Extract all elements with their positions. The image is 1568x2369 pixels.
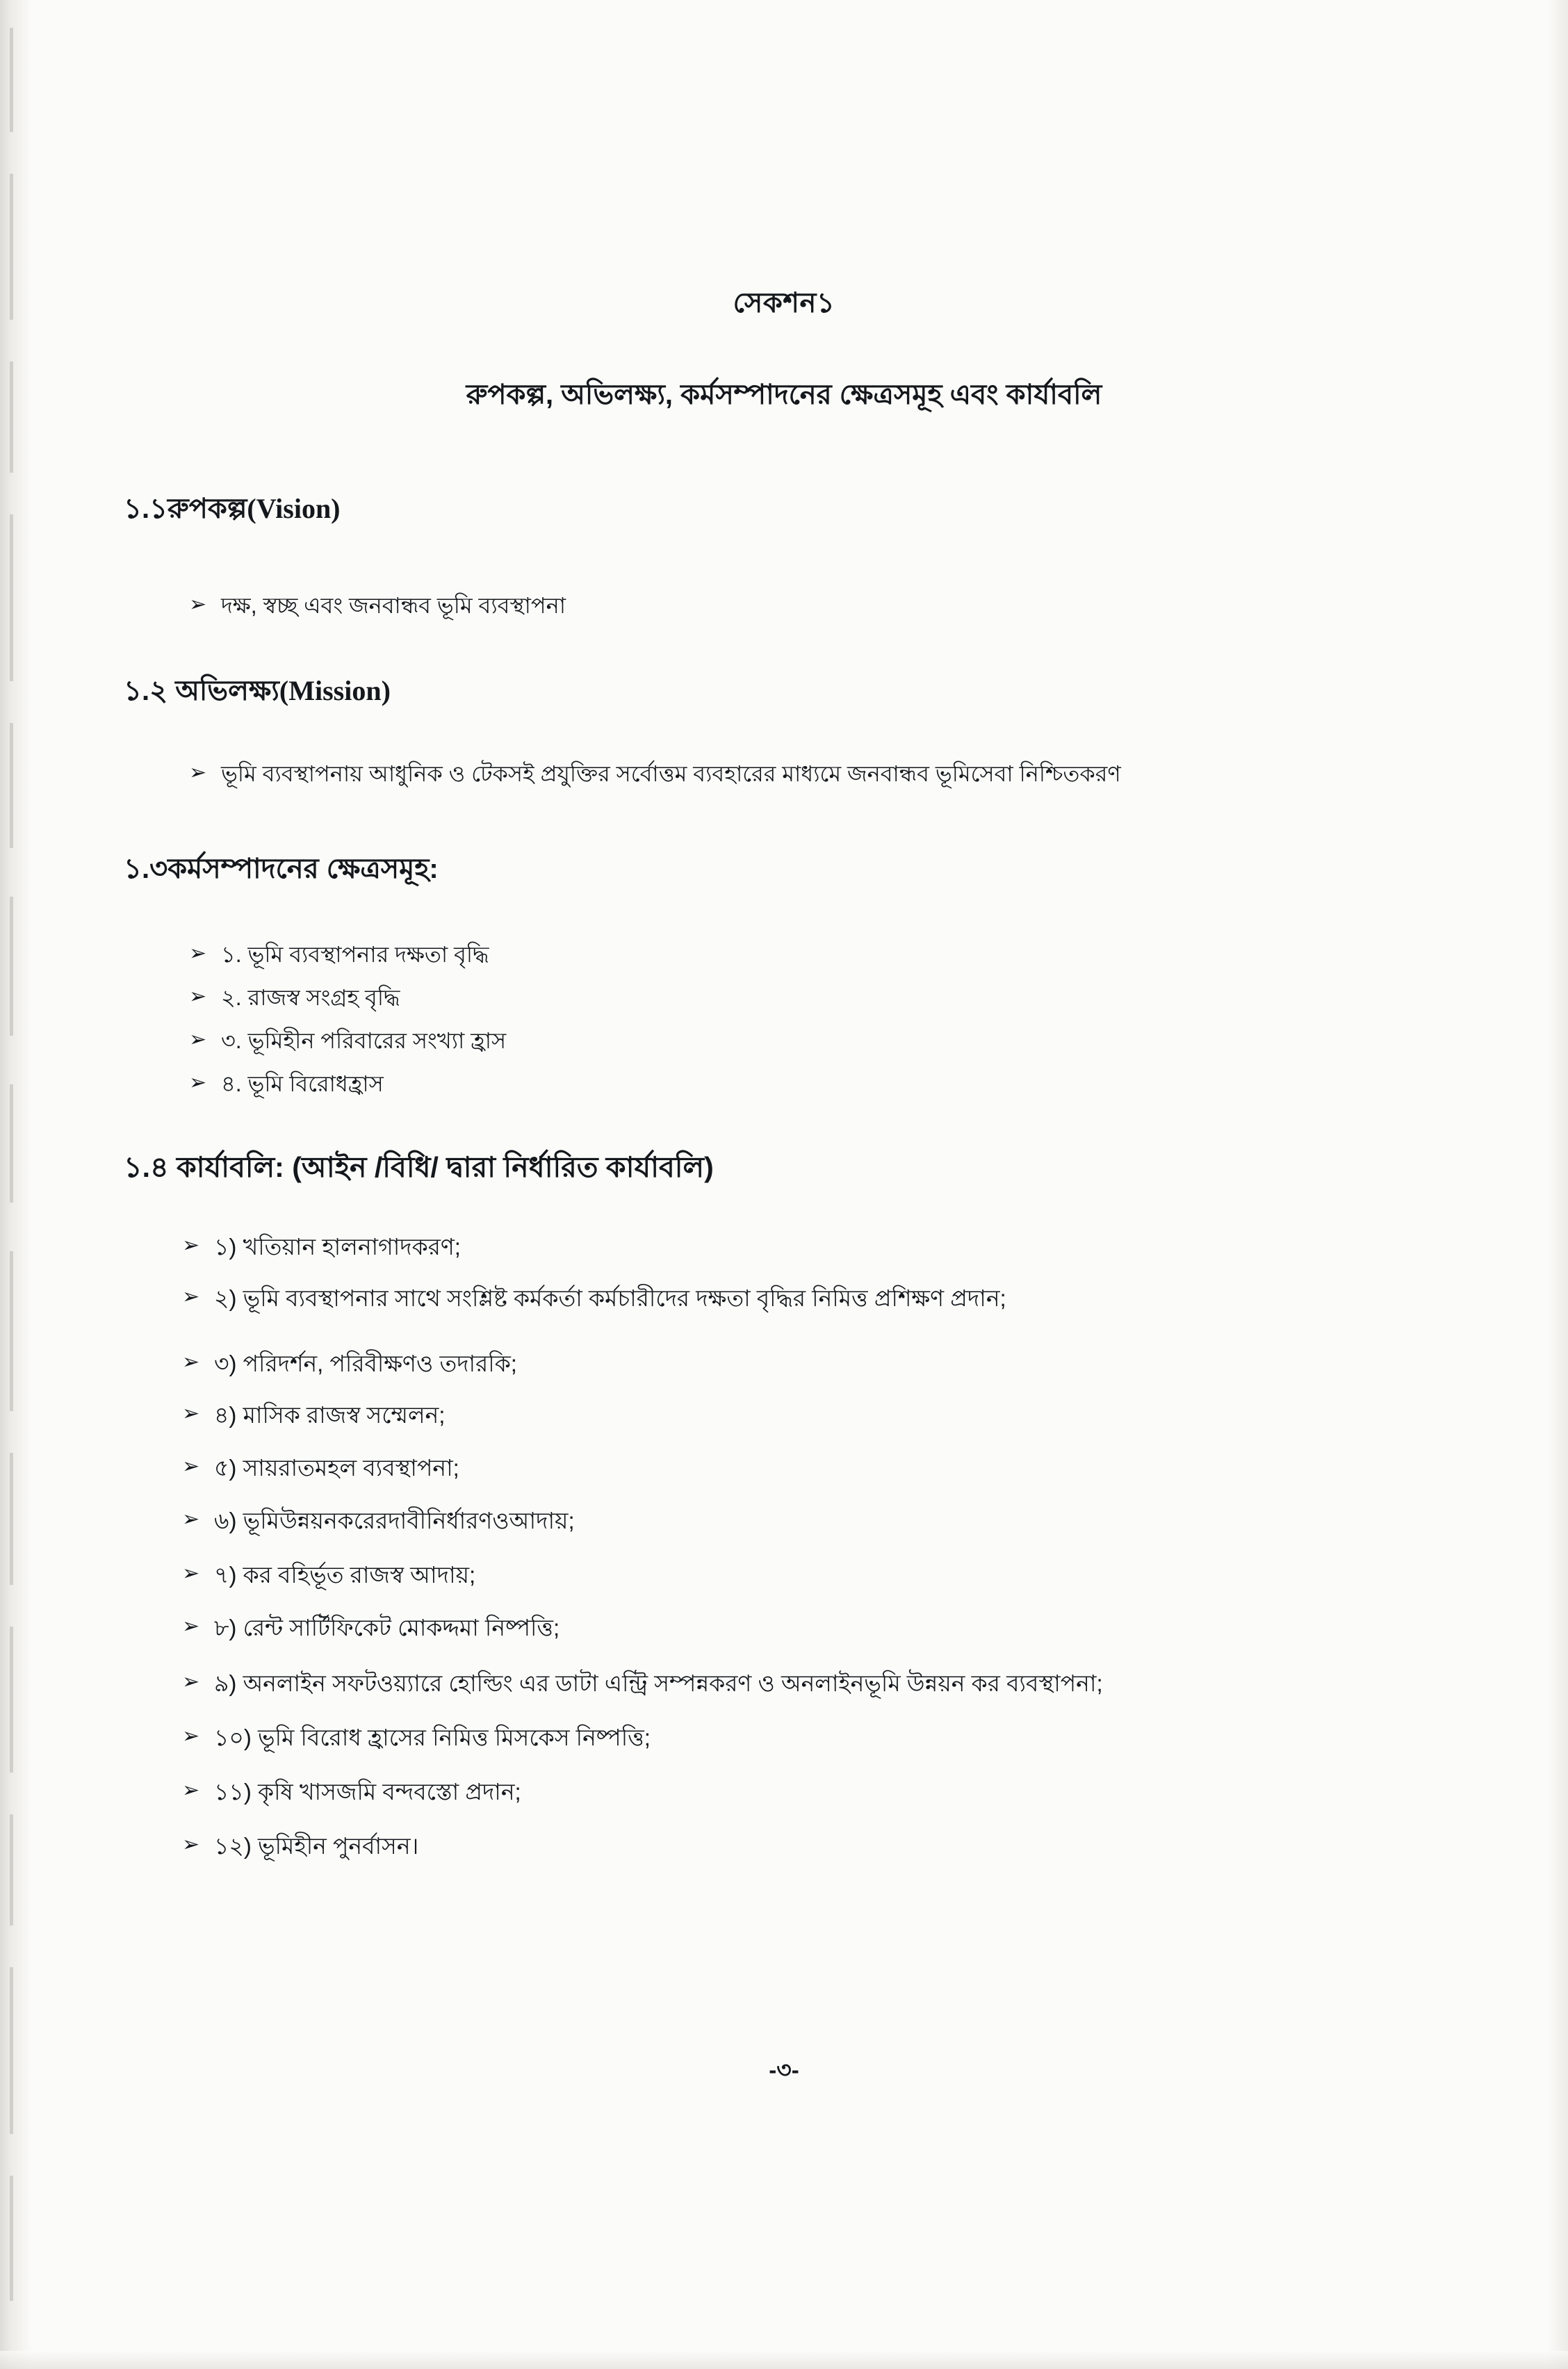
heading-mission <box>124 669 391 715</box>
bullet-arrow-icon: ➢ <box>189 942 207 965</box>
list-item-label: দক্ষ, স্বচ্ছ এবং জনবান্ধব ভূমি ব্যবস্থাপনা <box>221 593 566 618</box>
list-item-label: ২. রাজস্ব সংগ্রহ বৃদ্ধি <box>221 985 400 1010</box>
section-title: সেকশন১ <box>733 288 835 318</box>
list-item-label: ৩. ভূমিহীন পরিবারের সংখ্যা হ্রাস <box>221 1028 507 1053</box>
heading-performance-areas: ১.৩কর্মসম্পাদনের ক্ষেত্রসমূহ: <box>124 854 439 884</box>
bullet-arrow-icon: ➢ <box>182 1285 200 1308</box>
bullet-arrow-icon: ➢ <box>182 1725 200 1748</box>
heading-vision-latin: (Vision) <box>247 493 341 524</box>
bullet-arrow-icon: ➢ <box>189 1028 207 1051</box>
bullet-arrow-icon: ➢ <box>182 1615 200 1638</box>
heading-mission-latin: (Mission) <box>279 675 391 706</box>
list-item <box>182 1777 1468 1808</box>
heading-functions: ১.৪ কার্যাবলি: (আইন /বিধি/ দ্বারা নির্ধারিত কার্যাবলি) <box>124 1151 714 1183</box>
list-item <box>189 759 1468 789</box>
bullet-arrow-icon: ➢ <box>182 1562 200 1585</box>
bullet-arrow-icon: ➢ <box>182 1508 200 1531</box>
list-item <box>182 1506 1468 1537</box>
list-item <box>182 1723 1468 1754</box>
list-item-label: ৪) মাসিক রাজস্ব সম্মেলন; <box>214 1402 446 1428</box>
bullet-arrow-icon: ➢ <box>182 1779 200 1802</box>
page-number: -৩- <box>769 2057 799 2083</box>
bullet-arrow-icon: ➢ <box>182 1402 200 1425</box>
list-item-label: ১০) ভূমি বিরোধ হ্রাসের নিমিত্ত মিসকেস নিষ্পত্তি; <box>214 1725 651 1750</box>
list-item-label: ৩) পরিদর্শন, পরিবীক্ষণও তদারকি; <box>214 1351 517 1376</box>
list-item-label: ১. ভূমি ব্যবস্থাপনার দক্ষতা বৃদ্ধি <box>221 942 489 967</box>
heading-vision <box>124 487 341 533</box>
bullet-arrow-icon: ➢ <box>189 985 207 1008</box>
list-item-label: ৫) সায়রাতমহল ব্যবস্থাপনা; <box>214 1455 459 1481</box>
heading-mission-text: ১.২ অভিলক্ষ্য <box>124 676 279 706</box>
bullet-arrow-icon: ➢ <box>182 1455 200 1478</box>
list-item <box>182 1831 1468 1862</box>
list-item <box>189 591 1371 621</box>
list-item <box>182 1453 1468 1484</box>
list-item <box>182 1283 1468 1314</box>
list-item <box>182 1560 1468 1591</box>
list-item <box>182 1232 1468 1263</box>
bullet-arrow-icon: ➢ <box>182 1351 200 1374</box>
list-item-label: ভূমি ব্যবস্থাপনায় আধুনিক ও টেকসই প্রযুক্তির সর্বোত্তম ব্যবহারের মাধ্যমে জনবান্ধব ভূমিসেবা নিশ্চিতকরণ <box>221 761 1121 786</box>
list-item <box>189 1026 1371 1056</box>
list-item-label: ১) খতিয়ান হালনাগাদকরণ; <box>214 1234 461 1260</box>
list-item-label: ৪. ভূমি বিরোধহ্রাস <box>221 1071 384 1096</box>
bullet-arrow-icon: ➢ <box>189 593 207 616</box>
list-item-label: ১১) কৃষি খাসজমি বন্দবস্তো প্রদান; <box>214 1779 521 1805</box>
list-item-label: ৬) ভূমিউন্নয়নকরেরদাবীনির্ধারণওআদায়; <box>214 1508 575 1533</box>
list-item-label: ৮) রেন্ট সার্টিফিকেট মোকদ্দমা নিষ্পত্তি; <box>214 1615 560 1641</box>
heading-vision-text: ১.১রুপকল্প <box>124 494 247 524</box>
list-item-label: ৭) কর বহির্ভূত রাজস্ব আদায়; <box>214 1562 476 1588</box>
list-item-label: ১২) ভূমিহীন পুনর্বাসন। <box>214 1833 419 1859</box>
list-item <box>189 940 1371 970</box>
bullet-arrow-icon: ➢ <box>182 1234 200 1257</box>
list-item <box>182 1400 1468 1431</box>
bullet-arrow-icon: ➢ <box>189 761 207 784</box>
bullet-arrow-icon: ➢ <box>182 1670 200 1693</box>
list-item <box>182 1349 1468 1380</box>
list-item-label: ৯) অনলাইন সফটওয়্যারে হোল্ডিং এর ডাটা এন্ট্রি সম্পন্নকরণ ও অনলাইনভূমি উন্নয়ন কর ব্যবস্থাপনা; <box>214 1670 1103 1696</box>
list-item <box>189 1069 1371 1099</box>
list-item <box>189 983 1371 1013</box>
list-item <box>182 1668 1468 1700</box>
section-subtitle: রুপকল্প, অভিলক্ষ্য, কর্মসম্পাদনের ক্ষেত্রসমূহ এবং কার্যাবলি <box>466 380 1102 410</box>
bullet-arrow-icon: ➢ <box>189 1071 207 1094</box>
list-item-label: ২) ভূমি ব্যবস্থাপনার সাথে সংশ্লিষ্ট কর্মকর্তা কর্মচারীদের দক্ষতা বৃদ্ধির নিমিত্ত প্রশিক্ষণ প্রদান; <box>214 1285 1006 1311</box>
bullet-arrow-icon: ➢ <box>182 1833 200 1856</box>
list-item <box>182 1613 1468 1644</box>
